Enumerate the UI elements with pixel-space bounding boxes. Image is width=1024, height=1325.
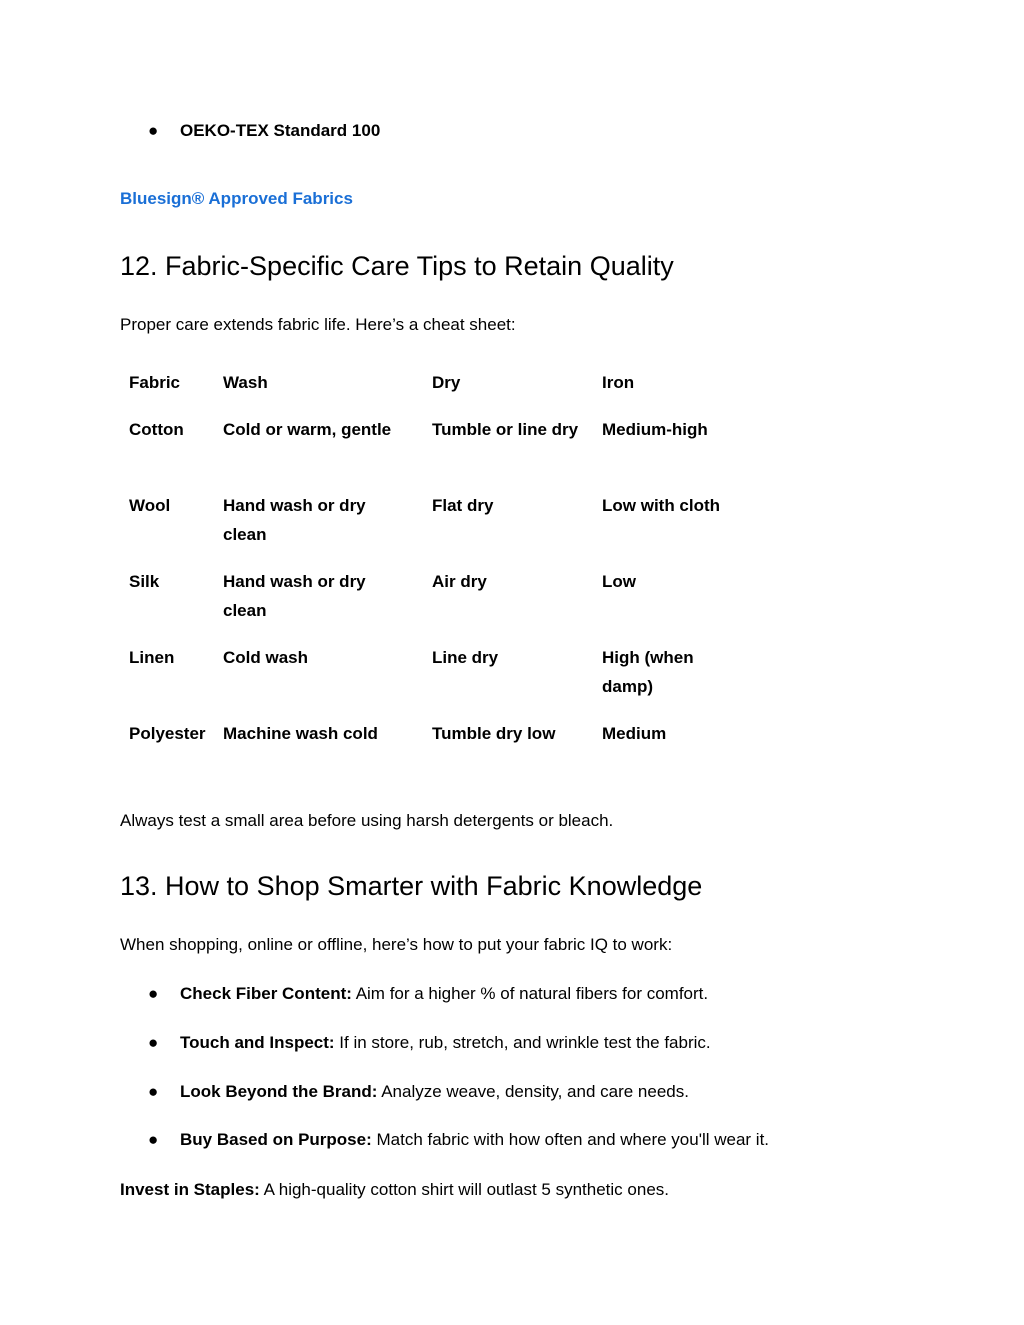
table-cell: Medium-high	[602, 420, 708, 439]
bullet-icon: ●	[148, 984, 159, 1003]
table-cell: Line dry	[432, 648, 499, 667]
bullet-icon: ●	[148, 121, 159, 140]
table-cell: Linen	[129, 648, 175, 667]
table-cell: Silk	[129, 572, 160, 591]
bullet-icon: ●	[148, 1130, 159, 1149]
table-cell: Hand wash or dry clean	[223, 496, 366, 544]
bluesign-link[interactable]: Bluesign® Approved Fabrics	[120, 189, 353, 208]
bullet-icon: ●	[148, 1033, 159, 1052]
list-item-label: Buy Based on Purpose:	[180, 1130, 372, 1149]
care-note: Always test a small area before using harsh detergents or bleach.	[120, 811, 614, 830]
table-cell: Cotton	[129, 420, 184, 439]
list-item-text: Match fabric with how often and where you'll wear it.	[371, 1130, 770, 1149]
table-cell: Cold or warm, gentle	[223, 420, 392, 439]
section-12-heading: 12. Fabric-Specific Care Tips to Retain Quality	[120, 251, 674, 281]
list-item	[148, 120, 380, 142]
list-item-text: If in store, rub, stretch, and wrinkle test the fabric.	[334, 1033, 711, 1052]
list-item	[148, 1032, 711, 1054]
list-item	[148, 1129, 769, 1151]
table-header-iron: Iron	[602, 373, 635, 392]
table-cell: Cold wash	[223, 648, 309, 667]
list-item-label: Check Fiber Content:	[180, 984, 352, 1003]
closing-text: A high-quality cotton shirt will outlast 5 synthetic ones.	[259, 1180, 669, 1199]
table-cell: Low	[602, 572, 636, 591]
table-cell: Tumble dry low	[432, 724, 556, 743]
table-cell: Air dry	[432, 572, 487, 591]
table-cell: High (when damp)	[602, 648, 694, 696]
list-item-label: Look Beyond the Brand:	[180, 1082, 378, 1101]
list-item-text: Aim for a higher % of natural fibers for comfort.	[351, 984, 709, 1003]
table-cell: Medium	[602, 724, 667, 743]
table-header-wash: Wash	[223, 373, 268, 392]
table-cell: Polyester	[129, 724, 206, 743]
table-cell: Machine wash cold	[223, 724, 378, 743]
table-header-dry: Dry	[432, 373, 461, 392]
table-cell: Flat dry	[432, 496, 494, 515]
section-13-heading: 13. How to Shop Smarter with Fabric Knowledge	[120, 871, 703, 901]
section-13-intro: When shopping, online or offline, here’s how to put your fabric IQ to work:	[120, 935, 673, 954]
table-cell: Low with cloth	[602, 496, 721, 515]
list-item-label: Touch and Inspect:	[180, 1033, 335, 1052]
table-cell: Tumble or line dry	[432, 420, 579, 439]
table-cell: Wool	[129, 496, 171, 515]
list-item	[148, 1081, 689, 1103]
list-item-text: Analyze weave, density, and care needs.	[377, 1082, 689, 1101]
closing-paragraph	[120, 1179, 669, 1201]
closing-label: Invest in Staples:	[120, 1180, 260, 1199]
list-item-text: OEKO-TEX Standard 100	[180, 121, 381, 140]
table-header-fabric: Fabric	[129, 373, 181, 392]
list-item	[148, 983, 708, 1005]
bullet-icon: ●	[148, 1082, 159, 1101]
section-12-intro: Proper care extends fabric life. Here’s a cheat sheet:	[120, 315, 516, 334]
table-cell: Hand wash or dry clean	[223, 572, 366, 620]
